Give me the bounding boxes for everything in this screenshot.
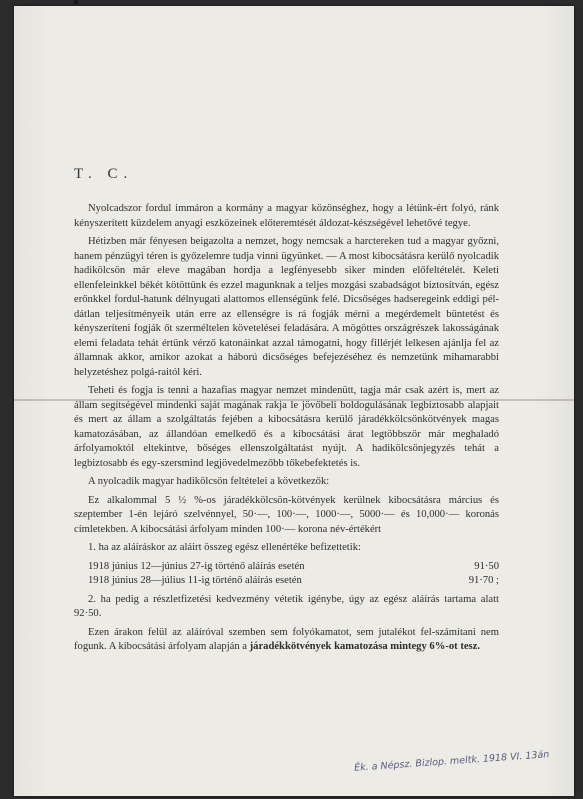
rate-price: 91·70 ; <box>468 575 499 586</box>
paragraph-closing <box>74 626 499 655</box>
top-mark <box>74 0 78 4</box>
salutation: T. C. <box>74 166 134 182</box>
paragraph-history: Hétizben már fényesen beigazolta a nemzet, hogy nemcsak a harctereken tud a magyar győzni, hanem pénzügyi téren is győzelemre tudja vinni ügyünket. — A most kibocsátásra kerülő nyolcadik hadikölcsön már eleve magában hordja a legfényesebb siker minden előfeltételét. Keleti ellenfeleinkkel békét kötöttünk és ezzel magunknak a teljes mozgási szabadságot biztosítván, egész erőnkkel fordul-hatunk délnyugati alattomos ellenségünk felé. Dicsőséges hadseregeink eddigi pél-dátlan teljesítményeik után erre az ellenségre is rá fogják mérni a megérdemelt büntetést és kényszeríteni fogják őt szerméltelen követelései feladására. A mögöttes országrészek lakosságának elemi feladata tehát értünk vérző katonáinkat azzal támogatni, hogy fillérjét lelkesen ajánlja fel az államnak akkor, amikor azokat a háború dicsőséges befejezéséhez és nemzetünk mihamarabbi helyzetéshez polgá-raitól kéri. <box>74 236 499 378</box>
rate-period: 1918 június 28—július 11-ig történő aláírás esetén <box>88 575 302 586</box>
paragraph-intro: Nyolcadszor fordul immáron a kormány a magyar közönséghez, hogy a létünk-ért folyó, ránk kényszerített küzdelem anyagi eszközeinek előteremtését áldozat-készségével lehetővé tegye. <box>74 203 499 229</box>
rate-row <box>74 574 499 589</box>
rate-row <box>74 560 499 575</box>
document-page <box>14 6 574 796</box>
rate-price: 91·50 <box>474 560 499 572</box>
rate-period: 1918 június 12—június 27-ig történő aláírás esetén <box>88 560 305 572</box>
handwritten-note: Ék. a Népsz. Bizlop. meltk. 1918 VI. 13án <box>353 749 550 774</box>
paragraph-issue-terms: Ez alkalommal 5 ½ %-os járadékkölcsön-kötvények kerülnek kibocsátásra március és szeptember 1-én lejáró szelvénnyel, 50·—, 100·—, 1000·—, 5000·— és 10,000·— koronás címletekben. A kibocsátási árfolyam minden 100·— korona név-értékért <box>74 494 499 535</box>
closing-bold-text: járadékkötvények kamatozása mintegy 6%-ot tesz. <box>249 641 481 652</box>
paragraph-patriotic: Teheti és fogja is tenni a hazafias magyar nemzet mindenütt, tagja már csak azért is, mert az állam segítségével mindenki saját magának rakja le jövőbeli boldogulásának legbiztosabb alapjait és mert az állam a szolgáltatás fejében a kibocsátásra kerülő járadékkölcsönkötvények magas kamatozásában, az állandóan emelkedő és a kibocsátási árat legtöbbször már meghaladó árfolyamoktól eltekintve, bőséges ellenszolgáltatást nyújt. A hadikölcsönjegyzés tehát a legbiztosabb és egy-szersmind legjövedelmezőbb tőkebefektetés is. <box>74 385 499 469</box>
letter-body <box>74 202 499 659</box>
closing-text: Ezen árakon felül az aláíróval szemben sem folyókamatot, sem jutalékot fel-számítani nem fogunk. A kibocsátási árfolyam alapján a <box>74 626 499 652</box>
item-1: 1. ha az aláíráskor az aláirt összeg egész ellenértéke befizettetik: <box>88 542 361 553</box>
paragraph-conditions-heading: A nyolcadik magyar hadikölcsön feltételei a következők: <box>88 476 330 487</box>
item-2: 2. ha pedig a részletfizetési kedvezmény vétetik igénybe, úgy az egész aláírás tartama alatt 92·50. <box>74 593 499 619</box>
